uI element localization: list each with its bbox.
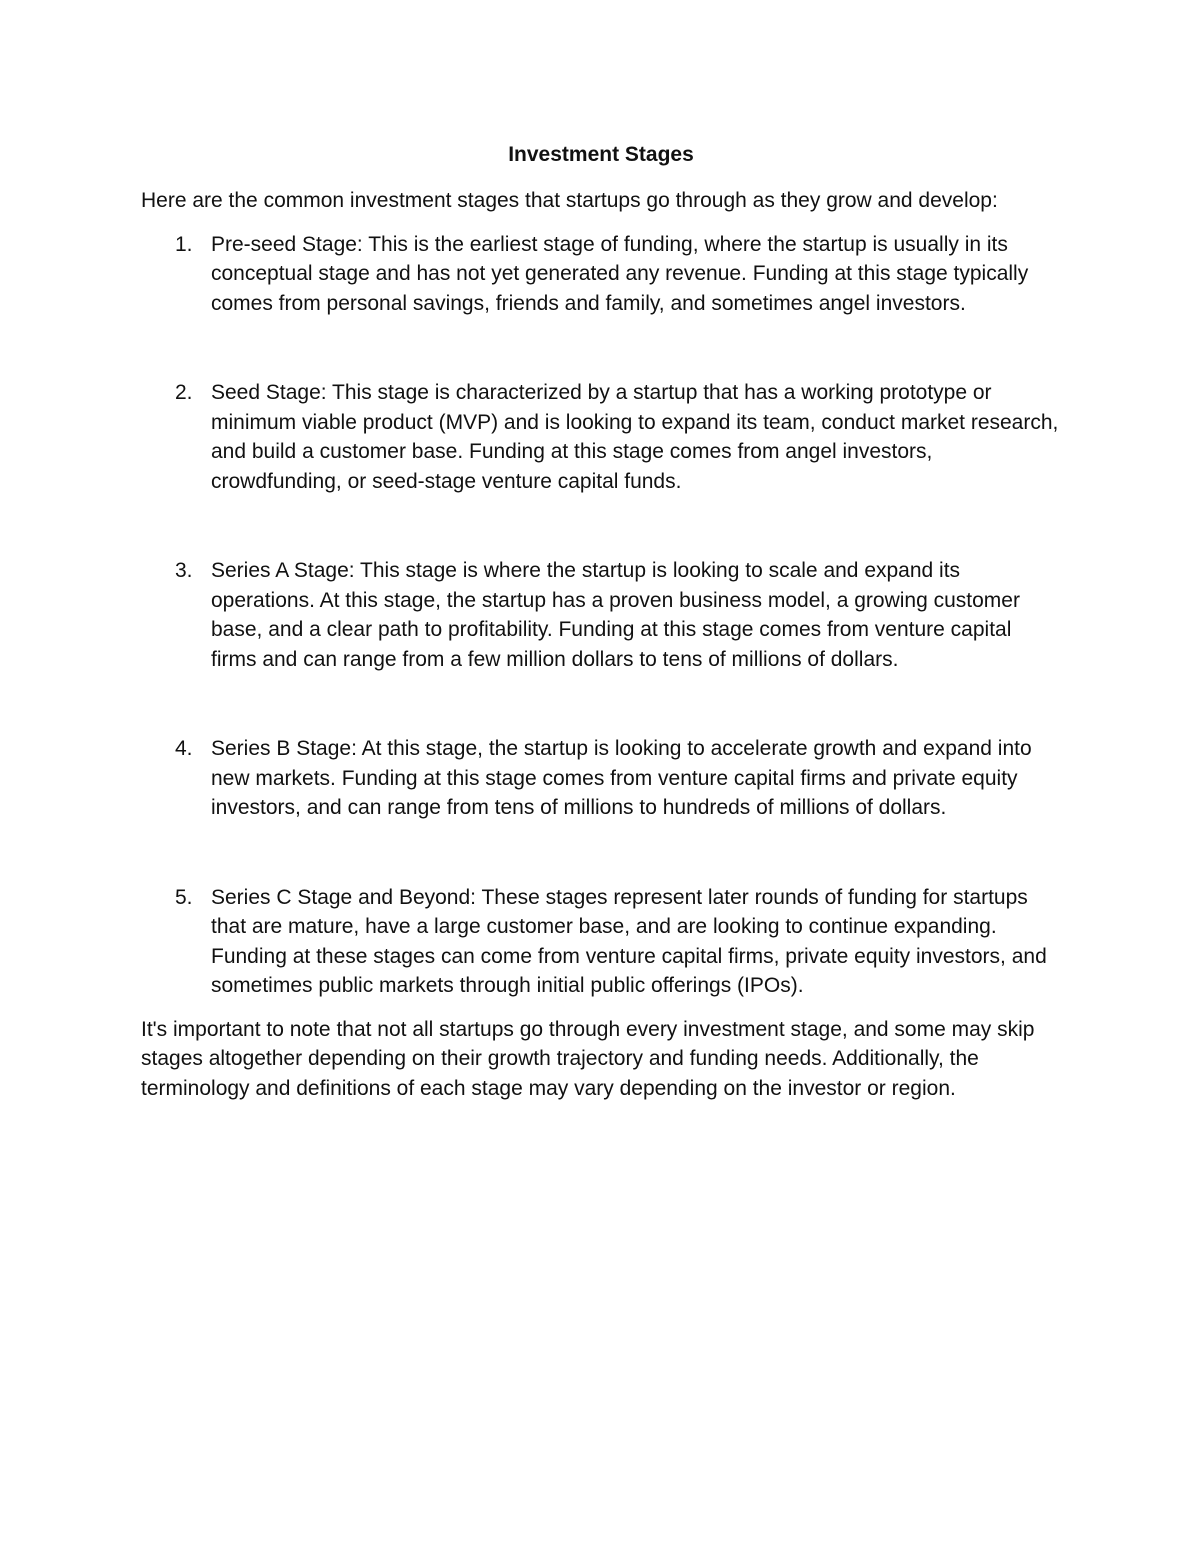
list-item-text: Seed Stage: This stage is characterized by a startup that has a working prototype or minimum viable product (MVP) and is looking to expand its team, conduct market research, and build a customer base. Funding at this stage comes from angel investors, crowdfunding, or seed-stage venture capital funds.	[211, 381, 1059, 493]
list-spacer	[141, 674, 1061, 734]
intro-paragraph: Here are the common investment stages that startups go through as they grow and develop:	[141, 189, 998, 212]
list-spacer	[141, 496, 1061, 556]
list-spacer	[141, 318, 1061, 378]
list-item-number: 4.	[175, 737, 193, 760]
stages-list	[141, 230, 1061, 1001]
closing-paragraph: It's important to note that not all startups go through every investment stage, and some may skip stages altogether depending on their growth trajectory and funding needs. Additionally, the terminology and definitions of each stage may vary depending on the investor or region.	[141, 1017, 1035, 1100]
list-item-text: Series B Stage: At this stage, the startup is looking to accelerate growth and expand into new markets. Funding at this stage comes from venture capital firms and private equity investors, and can range from tens of millions to hundreds of millions of dollars.	[211, 737, 1032, 819]
list-item-number: 3.	[175, 559, 193, 582]
list-item-stage-5	[141, 883, 1061, 1001]
document-title: Investment Stages	[508, 143, 694, 166]
list-item-stage-3	[141, 556, 1061, 674]
list-item-text: Series C Stage and Beyond: These stages represent later rounds of funding for startups that are mature, have a large customer base, and are looking to continue expanding. Funding at these stages can come from venture capital firms, private equity investors, and sometimes public markets through initial public offerings (IPOs).	[211, 885, 1047, 997]
document-content	[141, 140, 1061, 1103]
list-item-stage-4	[141, 734, 1061, 823]
list-item-text: Series A Stage: This stage is where the startup is looking to scale and expand its operations. At this stage, the startup has a proven business model, a growing customer base, and a clear path to profitability. Funding at this stage comes from venture capital firms and can range from a few million dollars to tens of millions of dollars.	[211, 559, 1020, 671]
list-item-number: 1.	[175, 232, 193, 256]
list-spacer	[141, 823, 1061, 883]
list-item-number: 2.	[175, 381, 193, 404]
list-item-stage-1	[141, 230, 1061, 319]
list-item-text: Pre-seed Stage: This is the earliest stage of funding, where the startup is usually in its conceptual stage and has not yet generated any revenue. Funding at this stage typically comes from personal savings, friends and family, and sometimes angel investors.	[211, 232, 1029, 315]
list-item-stage-2	[141, 378, 1061, 496]
list-item-number: 5.	[175, 885, 193, 909]
